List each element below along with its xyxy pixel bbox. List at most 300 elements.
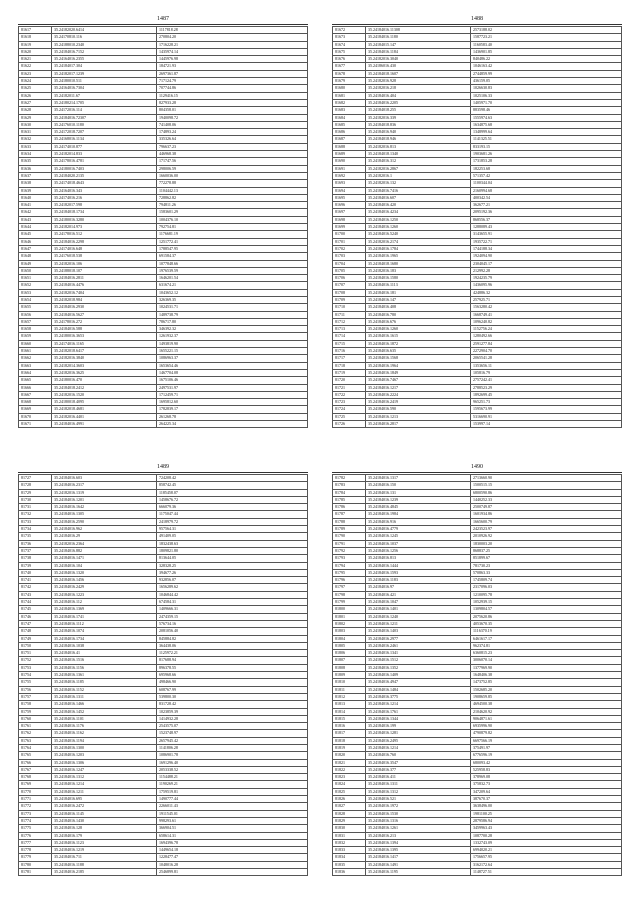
table-row xyxy=(19,817,308,824)
table-row xyxy=(333,99,622,106)
table-row xyxy=(19,129,308,136)
record-id-cell: 81739 xyxy=(19,562,52,569)
code-cell: 35.24184016.2317 xyxy=(52,482,157,489)
record-id-cell: 81750 xyxy=(19,642,52,649)
table-row xyxy=(333,854,622,861)
table-row xyxy=(19,810,308,817)
value-cell: 1152756.24 xyxy=(471,326,622,333)
record-id-cell: 81636 xyxy=(19,165,52,172)
value-cell: 1555974.63 xyxy=(471,114,622,121)
record-id-cell: 81643 xyxy=(19,216,52,223)
table-row xyxy=(333,737,622,744)
code-cell: 35.24184016.1484 xyxy=(366,686,471,693)
table-row xyxy=(19,562,308,569)
record-id-cell: 81836 xyxy=(333,869,366,876)
record-id-cell: 81627 xyxy=(19,99,52,106)
value-cell: 171747.56 xyxy=(157,158,308,165)
value-cell: 364438.06 xyxy=(157,642,308,649)
code-cell: 35.24184016.421 xyxy=(366,591,471,598)
value-cell: 1563280.42 xyxy=(471,304,622,311)
table-row xyxy=(333,136,622,143)
record-id-cell: 81632 xyxy=(19,136,52,143)
value-cell: 212992.28 xyxy=(471,267,622,274)
record-id-cell: 81711 xyxy=(333,311,366,318)
table-row xyxy=(333,555,622,562)
record-id-cell: 81622 xyxy=(19,63,52,70)
record-id-cell: 81696 xyxy=(333,202,366,209)
value-cell: 1981100.25 xyxy=(471,810,622,817)
record-id-cell: 81720 xyxy=(333,377,366,384)
table-row xyxy=(19,340,308,347)
table-row xyxy=(333,606,622,613)
table-row xyxy=(19,304,308,311)
value-cell: 4694500.38 xyxy=(471,701,622,708)
table-row xyxy=(333,48,622,55)
table-row xyxy=(19,854,308,861)
value-cell: 707744.86 xyxy=(157,85,308,92)
value-cell: 1332743.09 xyxy=(471,839,622,846)
table-row xyxy=(19,318,308,325)
record-id-cell: 81677 xyxy=(333,63,366,70)
code-cell: 35.24184016.1615 xyxy=(366,333,471,340)
value-cell: 1449654.18 xyxy=(157,847,308,854)
table-row xyxy=(333,540,622,547)
code-cell: 35.24184016.1152 xyxy=(52,686,157,693)
record-id-cell: 81725 xyxy=(333,413,366,420)
record-id-cell: 81726 xyxy=(333,421,366,428)
record-id-cell: 81646 xyxy=(19,238,52,245)
record-id-cell: 81649 xyxy=(19,260,52,267)
value-cell: 2500749.87 xyxy=(471,504,622,511)
value-cell: 957564.31 xyxy=(157,526,308,533)
code-cell: 35.24184016.521 xyxy=(366,796,471,803)
table-row xyxy=(333,839,622,846)
value-cell: 1500515.15 xyxy=(471,482,622,489)
value-cell: 658614.31 xyxy=(157,832,308,839)
table-row xyxy=(19,730,308,737)
code-cell: 35.24182014.973 xyxy=(52,224,157,231)
value-cell: 1228477.47 xyxy=(157,854,308,861)
table-row xyxy=(333,569,622,576)
value-cell: 2423523.97 xyxy=(471,526,622,533)
table-row xyxy=(19,369,308,376)
code-cell: 35.24184016.1211 xyxy=(52,788,157,795)
table-row xyxy=(333,547,622,554)
code-cell: 35.24184016.607 xyxy=(366,194,471,201)
record-id-cell: 81822 xyxy=(333,766,366,773)
code-cell: 35.24184016.940 xyxy=(366,129,471,136)
value-cell: 1493819.90 xyxy=(157,340,308,347)
code-cell: 35.24184016.780 xyxy=(366,311,471,318)
code-cell: 35.24188018.107 xyxy=(52,267,157,274)
code-cell: 35.24184016.1395 xyxy=(366,847,471,854)
code-cell: 35.24184016.1965 xyxy=(366,253,471,260)
value-cell: 1473752.85 xyxy=(471,679,622,686)
value-cell: 883598.46 xyxy=(471,107,622,114)
record-id-cell: 81794 xyxy=(333,562,366,569)
table-row xyxy=(333,107,622,114)
value-cell: 1210095.78 xyxy=(471,591,622,598)
table-row xyxy=(333,482,622,489)
value-cell: 691584.37 xyxy=(157,253,308,260)
table-row xyxy=(333,63,622,70)
value-cell: 792754.81 xyxy=(157,224,308,231)
table-row xyxy=(333,701,622,708)
code-cell: 35.24182016.106 xyxy=(52,260,157,267)
code-cell: 35.24184016.1580 xyxy=(366,275,471,282)
code-cell: 35.24174018.4643 xyxy=(52,180,157,187)
table-row xyxy=(333,121,622,128)
table-row xyxy=(333,369,622,376)
code-cell: 35.24184016.312 xyxy=(366,158,471,165)
table-row xyxy=(333,216,622,223)
code-cell: 35.24184016.1260 xyxy=(366,224,471,231)
value-cell: 184721.93 xyxy=(157,63,308,70)
record-id-cell: 81701 xyxy=(333,238,366,245)
code-cell: 35.24184016.2472 xyxy=(52,803,157,810)
code-cell: 35.24184016.1369 xyxy=(52,606,157,613)
code-cell: 35.24184016.1260 xyxy=(366,326,471,333)
table-row xyxy=(333,788,622,795)
table-row xyxy=(19,231,308,238)
record-id-cell: 81820 xyxy=(333,752,366,759)
value-cell: 932856.07 xyxy=(157,577,308,584)
value-cell: 1759519.81 xyxy=(157,788,308,795)
record-id-cell: 81716 xyxy=(333,348,366,355)
value-cell: 858742.45 xyxy=(157,482,308,489)
record-id-cell: 81651 xyxy=(19,275,52,282)
value-cell: 182253.68 xyxy=(471,165,622,172)
code-cell: 35.24184016.1430 xyxy=(52,817,157,824)
table-row xyxy=(333,114,622,121)
code-cell: 35.24184016.1352 xyxy=(366,664,471,671)
table-row xyxy=(19,296,308,303)
table-row xyxy=(19,635,308,642)
table-row xyxy=(19,825,308,832)
table-row xyxy=(19,34,308,41)
table-row xyxy=(333,832,622,839)
value-cell: 1046844.42 xyxy=(157,591,308,598)
code-cell: 35.24164016.7304 xyxy=(52,85,157,92)
table-row xyxy=(333,348,622,355)
table-row xyxy=(19,686,308,693)
record-id-cell: 81621 xyxy=(19,56,52,63)
table-row xyxy=(19,744,308,751)
table-row xyxy=(19,413,308,420)
record-id-cell: 81668 xyxy=(19,399,52,406)
code-cell: 35.24184016.2811 xyxy=(52,275,157,282)
record-table xyxy=(18,474,308,876)
code-cell: 35.24184016.5627 xyxy=(52,311,157,318)
record-id-cell: 81638 xyxy=(19,180,52,187)
table-row xyxy=(333,759,622,766)
value-cell: 1583601.29 xyxy=(157,209,308,216)
record-id-cell: 81833 xyxy=(333,847,366,854)
record-id-cell: 81826 xyxy=(333,796,366,803)
value-cell: 728862.82 xyxy=(157,194,308,201)
value-cell: 1025106.33 xyxy=(471,92,622,99)
value-cell: 2757242.41 xyxy=(471,377,622,384)
value-cell: 1458676.72 xyxy=(157,496,308,503)
value-cell: 1148727.51 xyxy=(471,869,622,876)
value-cell: 1436095.96 xyxy=(471,282,622,289)
table-row xyxy=(19,504,308,511)
value-cell: 257925.71 xyxy=(471,296,622,303)
record-id-cell: 81768 xyxy=(19,774,52,781)
table-row xyxy=(19,832,308,839)
table-row xyxy=(19,311,308,318)
record-id-cell: 81707 xyxy=(333,282,366,289)
value-cell: 1782839.17 xyxy=(157,406,308,413)
record-id-cell: 81652 xyxy=(19,282,52,289)
record-id-cell: 81738 xyxy=(19,555,52,562)
table-row xyxy=(19,861,308,868)
value-cell: 2272904.70 xyxy=(471,348,622,355)
code-cell: 35.24184016.1316 xyxy=(366,817,471,824)
record-id-cell: 81782 xyxy=(333,475,366,482)
table-row xyxy=(19,121,308,128)
code-cell: 35.24184016.7152 xyxy=(52,48,157,55)
record-id-cell: 81785 xyxy=(333,496,366,503)
table-row xyxy=(333,187,622,194)
page-number: 1488 xyxy=(332,14,622,25)
value-cell: 998293.61 xyxy=(157,817,308,824)
record-id-cell: 81698 xyxy=(333,216,366,223)
table-row xyxy=(19,391,308,398)
code-cell: 35.24184016.1471 xyxy=(52,555,157,562)
code-cell: 35.24184016.2461 xyxy=(366,642,471,649)
code-cell: 35.24184016.181 xyxy=(366,289,471,296)
value-cell: 576734.16 xyxy=(157,620,308,627)
record-id-cell: 81800 xyxy=(333,606,366,613)
value-cell: 1694396.78 xyxy=(157,839,308,846)
value-cell: 1377969.90 xyxy=(471,664,622,671)
value-cell: 1490777.44 xyxy=(157,796,308,803)
record-id-cell: 81737 xyxy=(19,547,52,554)
value-cell: 781730.23 xyxy=(471,562,622,569)
code-cell: 35.24182014.833 xyxy=(52,151,157,158)
record-id-cell: 81734 xyxy=(19,526,52,533)
record-id-cell: 81767 xyxy=(19,766,52,773)
record-id-cell: 81680 xyxy=(333,85,366,92)
table-row xyxy=(19,216,308,223)
code-cell: 35.24182020.6414 xyxy=(52,27,157,34)
code-cell: 35.24184016.2495 xyxy=(366,737,471,744)
code-cell: 35.24184016.1306 xyxy=(52,759,157,766)
table-row xyxy=(333,869,622,876)
value-cell: 2095192.36 xyxy=(471,209,622,216)
table-row xyxy=(333,526,622,533)
record-id-cell: 81806 xyxy=(333,650,366,657)
value-cell: 962374.81 xyxy=(471,642,622,649)
value-cell: 840486.22 xyxy=(471,56,622,63)
code-cell: 35.24176010.1180 xyxy=(52,121,157,128)
record-id-cell: 81758 xyxy=(19,701,52,708)
record-id-cell: 81784 xyxy=(333,489,366,496)
table-row xyxy=(19,253,308,260)
table-row xyxy=(19,384,308,391)
code-cell: 35.24164016.2355 xyxy=(52,56,157,63)
code-cell: 35.24184016.962 xyxy=(52,526,157,533)
code-cell: 35.24184016.1201 xyxy=(52,496,157,503)
code-cell: 35.24180018.4095 xyxy=(52,399,157,406)
code-cell: 35.24180016.3280 xyxy=(52,216,157,223)
code-cell: 35.24184016.1516 xyxy=(52,657,157,664)
code-cell: 35.24184016.1261 xyxy=(366,825,471,832)
table-row xyxy=(19,613,308,620)
record-id-cell: 81756 xyxy=(19,686,52,693)
value-cell: 1043652.12 xyxy=(157,289,308,296)
table-row xyxy=(19,701,308,708)
value-cell: 1587723.21 xyxy=(471,34,622,41)
record-id-cell: 81633 xyxy=(19,143,52,150)
table-row xyxy=(19,143,308,150)
record-id-cell: 81757 xyxy=(19,693,52,700)
value-cell: 424886.32 xyxy=(471,289,622,296)
value-cell: 851899.67 xyxy=(471,555,622,562)
table-row xyxy=(333,172,622,179)
table-row xyxy=(333,34,622,41)
record-id-cell: 81729 xyxy=(19,489,52,496)
record-id-cell: 81672 xyxy=(333,27,366,34)
table-row xyxy=(19,421,308,428)
table-row xyxy=(333,27,622,34)
code-cell: 35.24184016.1456 xyxy=(52,577,157,584)
table-row xyxy=(19,85,308,92)
code-cell: 35.24184016.2817 xyxy=(366,421,471,428)
record-id-cell: 81695 xyxy=(333,194,366,201)
table-row xyxy=(19,796,308,803)
code-cell: 35.24184016.760 xyxy=(366,752,471,759)
record-id-cell: 81686 xyxy=(333,129,366,136)
value-cell: 868556.37 xyxy=(471,216,622,223)
record-id-cell: 81811 xyxy=(333,686,366,693)
record-id-cell: 81825 xyxy=(333,788,366,795)
table-row xyxy=(19,377,308,384)
table-row xyxy=(333,399,622,406)
record-id-cell: 81795 xyxy=(333,569,366,576)
record-id-cell: 81808 xyxy=(333,664,366,671)
value-cell: 1903681.26 xyxy=(471,151,622,158)
table-row xyxy=(19,847,308,854)
table-row xyxy=(19,63,308,70)
value-cell: 539800.30 xyxy=(157,693,308,700)
value-cell: 1595673.99 xyxy=(471,406,622,413)
value-cell: 571357.42 xyxy=(471,172,622,179)
code-cell: 35.24184016.1176 xyxy=(52,723,157,730)
code-cell: 35.24184016.1256 xyxy=(366,547,471,554)
table-row xyxy=(333,245,622,252)
record-id-cell: 81705 xyxy=(333,267,366,274)
record-id-cell: 81773 xyxy=(19,810,52,817)
code-cell: 35.24184016.676 xyxy=(366,318,471,325)
record-id-cell: 81735 xyxy=(19,533,52,540)
record-id-cell: 81769 xyxy=(19,781,52,788)
record-id-cell: 81675 xyxy=(333,48,366,55)
value-cell: 1745809.74 xyxy=(471,577,622,584)
code-cell: 35.24184016.72307 xyxy=(52,114,157,121)
record-id-cell: 81704 xyxy=(333,260,366,267)
code-cell: 35.24164016.343 xyxy=(52,187,157,194)
record-id-cell: 81732 xyxy=(19,511,52,518)
record-id-cell: 81674 xyxy=(333,41,366,48)
code-cell: 35.24184016.1217 xyxy=(366,384,471,391)
value-cell: 2160994.68 xyxy=(471,187,622,194)
code-cell: 35.24182016.2174 xyxy=(366,238,471,245)
table-row xyxy=(333,533,622,540)
code-cell: 35.24184016.377 xyxy=(366,766,471,773)
code-cell: 35.24174016.216 xyxy=(52,194,157,201)
code-cell: 35.24184016.1185 xyxy=(52,679,157,686)
code-cell: 35.24182016.3625 xyxy=(52,369,157,376)
table-row xyxy=(19,591,308,598)
record-id-cell: 81765 xyxy=(19,752,52,759)
code-cell: 35.24182016.1 xyxy=(366,172,471,179)
value-cell: 378969.08 xyxy=(471,774,622,781)
value-cell: 1117818.28 xyxy=(157,27,308,34)
value-cell: 2497531.97 xyxy=(157,384,308,391)
code-cell: 35.24184016.420 xyxy=(366,202,471,209)
record-id-cell: 81774 xyxy=(19,817,52,824)
table-row xyxy=(333,613,622,620)
table-row xyxy=(333,92,622,99)
value-cell: 2266011.43 xyxy=(157,803,308,810)
value-cell: 1176681.19 xyxy=(157,231,308,238)
record-id-cell: 81620 xyxy=(19,48,52,55)
value-cell: 1288089.43 xyxy=(471,224,622,231)
code-cell: 35.24184016.916 xyxy=(366,518,471,525)
code-cell: 35.24184016.1311 xyxy=(52,693,157,700)
code-cell: 35.24184016.104 xyxy=(52,562,157,569)
table-row xyxy=(19,482,308,489)
table-row xyxy=(333,85,622,92)
code-cell: 35.24184016.1214 xyxy=(366,701,471,708)
record-id-cell: 81815 xyxy=(333,715,366,722)
record-id-cell: 81740 xyxy=(19,569,52,576)
value-cell: 1976539.59 xyxy=(157,267,308,274)
code-cell: 35.24184018.1680 xyxy=(366,260,471,267)
value-cell: 804358.01 xyxy=(157,107,308,114)
table-row xyxy=(333,599,622,606)
code-cell: 35.24184016.1074 xyxy=(52,628,157,635)
code-cell: 35.24184018.255 xyxy=(366,107,471,114)
code-cell: 35.24184016.2419 xyxy=(366,399,471,406)
record-id-cell: 81641 xyxy=(19,202,52,209)
value-cell: 2713660.90 xyxy=(471,475,622,482)
record-id-cell: 81699 xyxy=(333,224,366,231)
table-row xyxy=(333,406,622,413)
code-cell: 35.24184016.4476 xyxy=(52,282,157,289)
table-row xyxy=(333,413,622,420)
table-row xyxy=(19,267,308,274)
table-row xyxy=(333,496,622,503)
table-row xyxy=(19,260,308,267)
value-cell: 375491.97 xyxy=(471,744,622,751)
value-cell: 1086901.78 xyxy=(157,752,308,759)
code-cell: 35.24184016.1183 xyxy=(366,577,471,584)
table-row xyxy=(19,657,308,664)
value-cell: 525958.83 xyxy=(471,766,622,773)
code-cell: 35.24182018.6417 xyxy=(52,348,157,355)
table-row xyxy=(333,70,622,77)
value-cell: 1653654.46 xyxy=(157,362,308,369)
code-cell: 35.24182014.3603 xyxy=(52,362,157,369)
value-cell: 6935996.90 xyxy=(471,723,622,730)
value-cell: 1048016.28 xyxy=(157,861,308,868)
record-id-cell: 81724 xyxy=(333,406,366,413)
value-cell: 2543575.07 xyxy=(157,723,308,730)
table-row xyxy=(19,238,308,245)
